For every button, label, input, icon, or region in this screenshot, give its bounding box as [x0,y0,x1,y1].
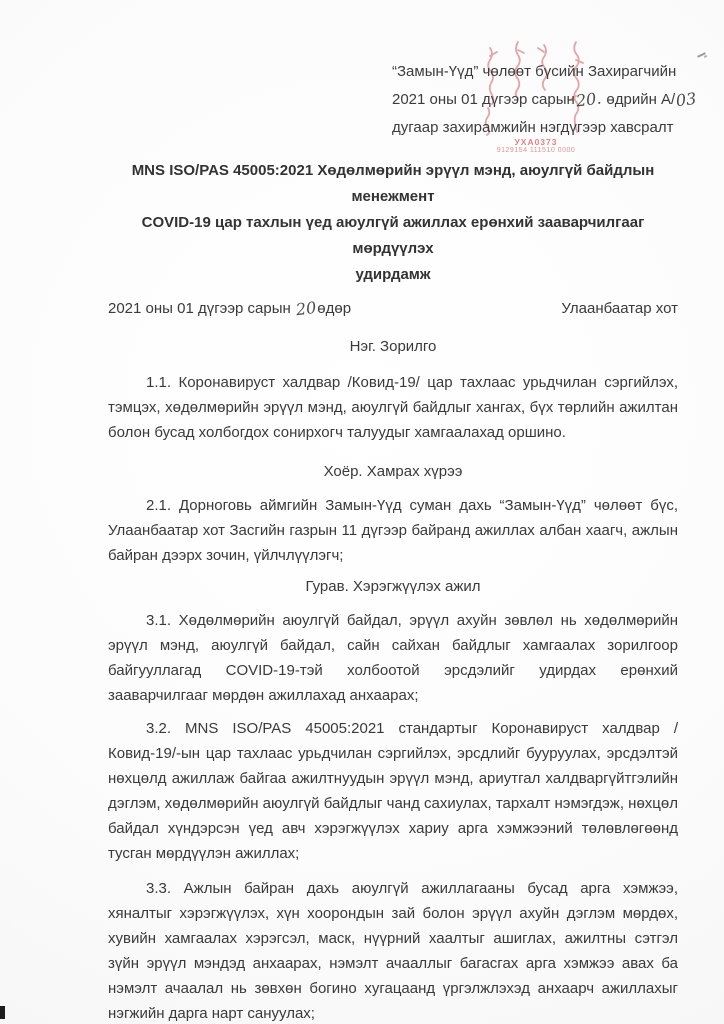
document-title [108,158,678,288]
stamp-code: УХА0373 [514,137,558,147]
section-heading-1: Нэг. Зорилго [349,338,437,355]
handwritten-date-day: 20 [294,297,318,320]
handwritten-order-number: 03 [675,88,698,111]
paragraph-1-1: 1.1. Коронавируст халдвар /Ковид-19/ цар тахлаас урьдчилан сэргийлэх, тэмцэх, хөдөлмөрийн эрүүл мэнд, аюулгүй байдлыг хангах, бүх төрлийн ажилтан болон бусад холбогдох сонирхогч талуудыг хамгаалахад оршино. [108,374,678,441]
approval-note [392,58,712,142]
approval-note-line2 [392,86,712,114]
approval-note-line1: “Замын-Үүд” чөлөөт бүсийн Захирагчийн [392,63,677,80]
document-date-prefix: 2021 оны 01 дүгээр сарын [108,300,295,317]
handwritten-day: 20. [574,88,603,111]
scan-artifact-mark [0,1006,5,1019]
document-title-line3: удирдамж [355,266,431,283]
document-place: Улаанбаатар хот [561,300,678,317]
stamp-serial-number: 9129154 111510 0000 [496,147,576,154]
document-date-suffix: өдөр [317,300,352,317]
document-body [108,158,678,1024]
document-date [108,296,351,322]
paragraph-3-3: 3.3. Ажлын байран дахь аюулгүй ажиллагааны бусад арга хэмжээ, хяналтыг хэрэгжүүлэх, хүн хоорондын зай болон эрүүл ахуйн дэглэм мөрдөх, хувийн хамгаалах хэрэгсэл, маск, нүүрний хаалтыг ашиглах, ажилтны сэтгэл зүйн эрүүл мэндэд анхаарах, нэмэлт ачааллыг багасгах арга хэмжээ авах ба нэмэлт ачаалал нь зөвхөн богино хугацаанд үргэлжлэхэд анхаарч ажиллахыг нэгжийн дарга нарт сануулах; [108,880,678,1022]
section-heading-3: Гурав. Хэрэгжүүлэх ажил [305,578,481,595]
approval-note-order-prefix: өдрийн А/ [602,91,676,108]
date-and-place-line [108,296,678,322]
approval-note-date-prefix: 2021 оны 01 дүгээр сарын [392,91,575,108]
paragraph-3-1: 3.1. Хөдөлмөрийн аюулгүй байдал, эрүүл ахуйн зөвлөл нь хөдөлмөрийн эрүүл мэнд, аюулгүй байдал, сайн сайхан байдлыг хамгаалах зорилгоор байгууллагад COVID-19-тэй холбоотой эрсдэлийг удирдах ерөнхий зааварчилгааг мөрдөн ажиллахад анхаарах; [108,612,678,704]
approval-note-line3: дугаар захирамжийн нэгдүгээр хавсралт [392,119,674,136]
paragraph-3-2: 3.2. MNS ISO/PAS 45005:2021 стандартыг Коронавируст халдвар /Ковид-19/-ын цар тахлаас урьдчилан сэргийлэх, эрсдлийг бууруулах, эрсдэлтэй нөхцөлд ажиллаж байгаа ажилтнуудын эрүүл мэнд, ариутгал халдваргүйтгэлийн дэглэм, хөдөлмөрийн аюулгүй байдлыг чанд сахиулах, тархалт нэмэгдэж, нөхцөл байдал хүндэрсэн үед авч хэрэгжүүлэх хариу арга хэмжээний төлөвлөгөөнд тусган мөрдүүлэн ажиллах; [108,720,678,862]
section-heading-2: Хоёр. Хамрах хүрээ [323,463,463,480]
document-title-line1: MNS ISO/PAS 45005:2021 Хөдөлмөрийн эрүүл мэнд, аюулгүй байдлын менежмент [131,162,655,205]
document-title-line2: COVID-19 цар тахлын үед аюулгүй ажиллах ерөнхий зааварчилгааг мөрдүүлэх [141,214,645,257]
scan-artifact-mark [697,52,706,58]
paragraph-2-1: 2.1. Дорноговь аймгийн Замын-Үүд суман дахь “Замын-Үүд” чөлөөт бүс, Улаанбаатар хот Засгийн газрын 11 дүгээр байранд ажиллах албан хаагч, ажлын байран дээрх зочин, үйлчлүүлэгч; [108,497,678,564]
